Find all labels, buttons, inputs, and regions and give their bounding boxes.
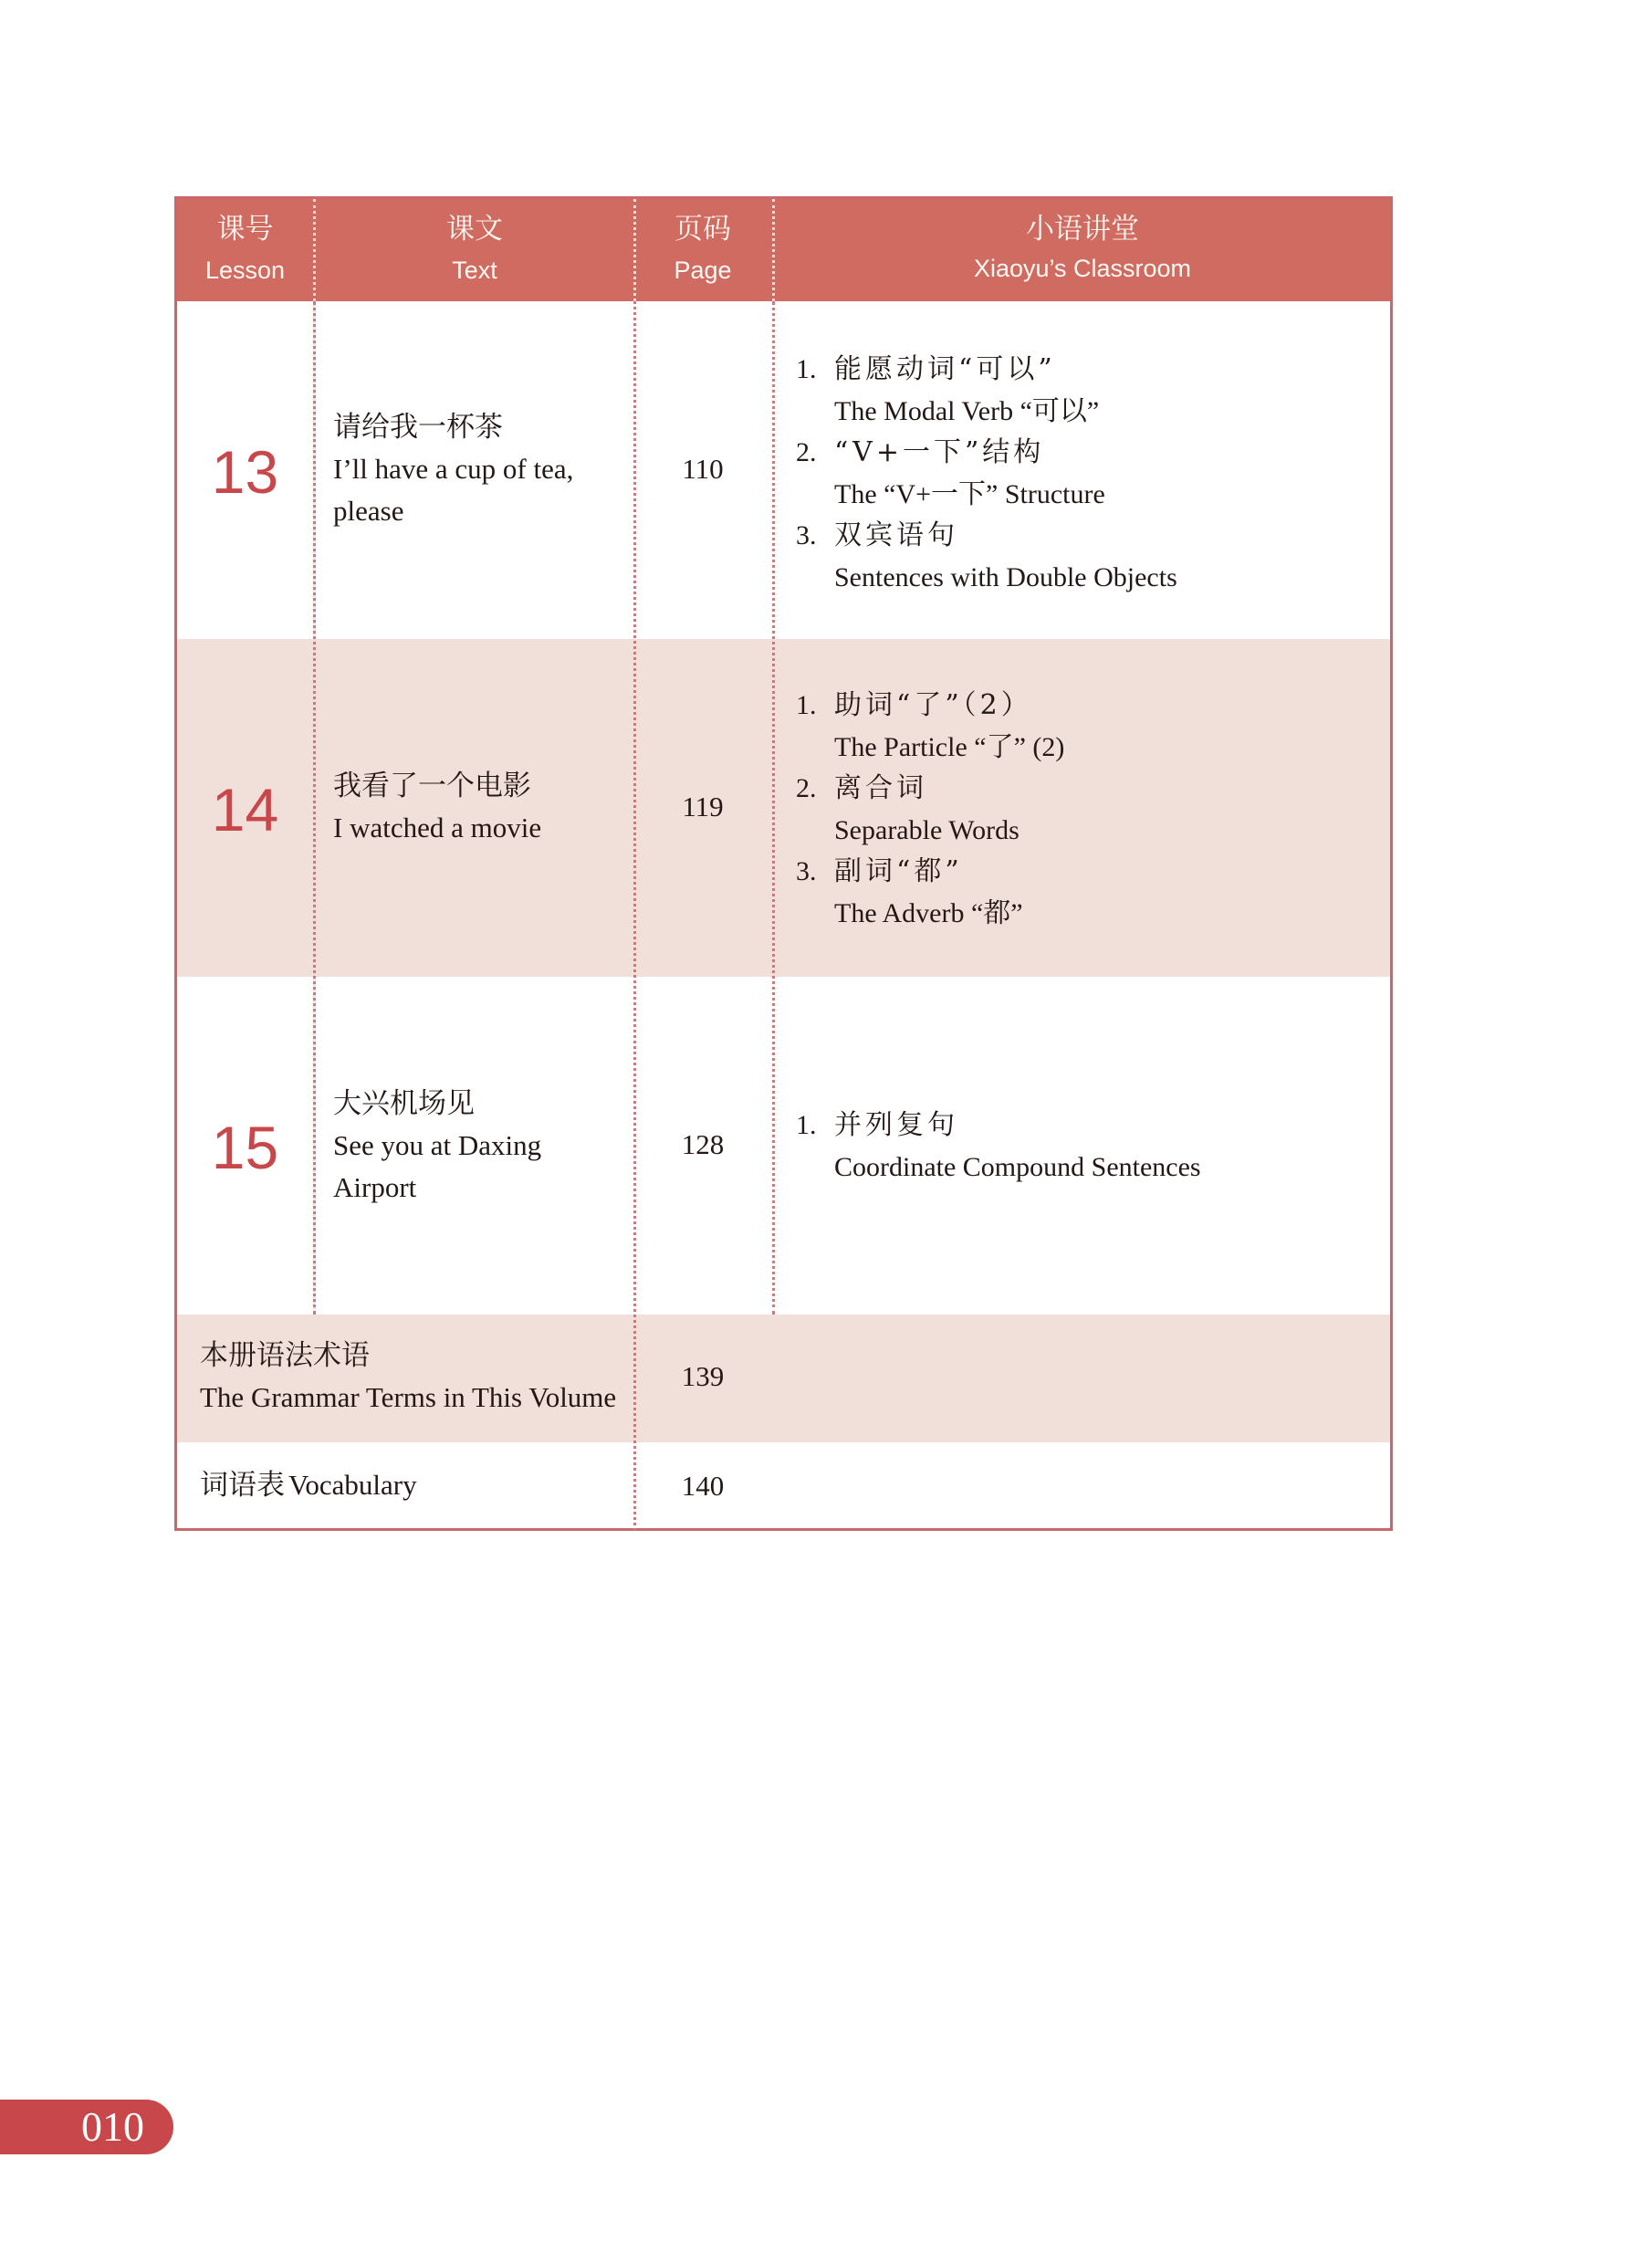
lesson-title[interactable] <box>333 765 643 849</box>
appendix-label-zh: 本册语法术语 <box>200 1339 370 1372</box>
header-classroom-zh: 小语讲堂 <box>1026 213 1139 246</box>
lesson-title[interactable] <box>333 406 643 532</box>
appendix-label-en: The Grammar Terms in This Volume <box>200 1381 617 1413</box>
header-classroom-en: Xiaoyu’s Classroom <box>973 255 1192 282</box>
appendix-page[interactable]: 140 <box>681 1470 725 1502</box>
grammar-item-zh: 离合词 <box>834 772 927 804</box>
grammar-list <box>796 349 1177 598</box>
grammar-item-zh: 副词“都” <box>834 855 963 887</box>
lesson-page[interactable]: 128 <box>681 1128 725 1160</box>
lesson-title-zh: 请给我一杯茶 <box>333 411 503 444</box>
header-lesson-zh: 课号 <box>216 213 274 246</box>
table-of-contents <box>174 196 1393 1531</box>
grammar-item <box>796 768 1064 851</box>
lesson-title[interactable] <box>333 1083 643 1209</box>
grammar-item <box>796 432 1177 515</box>
grammar-item-number: 3. <box>796 520 817 550</box>
grammar-list <box>796 685 1064 934</box>
grammar-item-zh: 助词“了”（2） <box>834 689 1032 721</box>
column-divider <box>313 301 316 1315</box>
appendix-label[interactable] <box>200 1464 417 1506</box>
header-lesson-en: Lesson <box>204 257 286 284</box>
grammar-item-en: The Particle “了” (2) <box>834 731 1065 762</box>
grammar-item-number: 3. <box>796 856 817 886</box>
header-page <box>633 199 772 301</box>
header-page-zh: 页码 <box>674 213 731 246</box>
lesson-row-13[interactable] <box>177 301 1390 639</box>
header-classroom <box>772 199 1393 301</box>
header-text-zh: 课文 <box>446 213 503 246</box>
grammar-item-en: The Adverb “都” <box>834 897 1023 928</box>
grammar-item-number: 1. <box>796 1110 817 1140</box>
grammar-item-en: The Modal Verb “可以” <box>834 395 1100 426</box>
grammar-item-zh: 并列复句 <box>834 1109 958 1141</box>
header-text-en: Text <box>452 257 497 284</box>
lesson-number: 13 <box>211 438 279 506</box>
appendix-row-vocabulary[interactable] <box>177 1442 1390 1531</box>
grammar-item-en: Coordinate Compound Sentences <box>834 1151 1201 1182</box>
grammar-item-number: 1. <box>796 354 817 384</box>
header-page-en: Page <box>674 257 732 284</box>
lesson-title-en: See you at Daxing <box>333 1129 542 1161</box>
grammar-item-number: 2. <box>796 437 817 467</box>
lesson-title-en: I watched a movie <box>333 812 542 843</box>
grammar-item <box>796 685 1064 768</box>
lesson-number: 14 <box>211 776 279 843</box>
appendix-row-grammar-terms[interactable] <box>177 1315 1390 1442</box>
lesson-title-zh: 大兴机场见 <box>333 1087 475 1120</box>
grammar-item-zh: “V+一下”结构 <box>834 436 1045 468</box>
lesson-page[interactable]: 110 <box>682 453 724 485</box>
table-header <box>177 199 1390 301</box>
grammar-item <box>796 851 1064 934</box>
lesson-number: 15 <box>211 1114 279 1181</box>
grammar-item-number: 1. <box>796 690 817 720</box>
appendix-label[interactable] <box>200 1335 616 1419</box>
lesson-title-en-cont: Airport <box>333 1171 417 1203</box>
column-divider <box>633 301 636 1531</box>
grammar-item-number: 2. <box>796 773 817 803</box>
header-divider <box>772 199 775 301</box>
header-text <box>316 199 633 301</box>
lesson-row-14[interactable] <box>177 639 1390 977</box>
grammar-item <box>796 349 1177 432</box>
header-divider <box>313 199 316 301</box>
grammar-list <box>796 1105 1201 1188</box>
header-lesson <box>177 199 313 301</box>
column-divider <box>772 301 775 1315</box>
grammar-item-en: Separable Words <box>834 814 1019 845</box>
appendix-page[interactable]: 139 <box>681 1360 725 1392</box>
grammar-item-zh: 双宾语句 <box>834 519 958 551</box>
lesson-title-zh: 我看了一个电影 <box>333 770 531 802</box>
lesson-row-15[interactable] <box>177 977 1390 1315</box>
appendix-label-zh: 词语表 <box>200 1469 285 1502</box>
lesson-title-en: I’ll have a cup of tea, <box>333 453 574 485</box>
lesson-page[interactable]: 119 <box>682 791 724 822</box>
grammar-item-en: The “V+一下” Structure <box>834 478 1105 509</box>
grammar-item-en: Sentences with Double Objects <box>834 561 1177 592</box>
header-divider <box>633 199 636 301</box>
grammar-item <box>796 1105 1201 1188</box>
page-number-badge: 010 <box>0 2100 173 2154</box>
grammar-item-zh: 能愿动词“可以” <box>834 353 1056 385</box>
lesson-title-en-cont: please <box>333 495 404 527</box>
appendix-label-en: Vocabulary <box>288 1469 417 1501</box>
grammar-item <box>796 515 1177 598</box>
